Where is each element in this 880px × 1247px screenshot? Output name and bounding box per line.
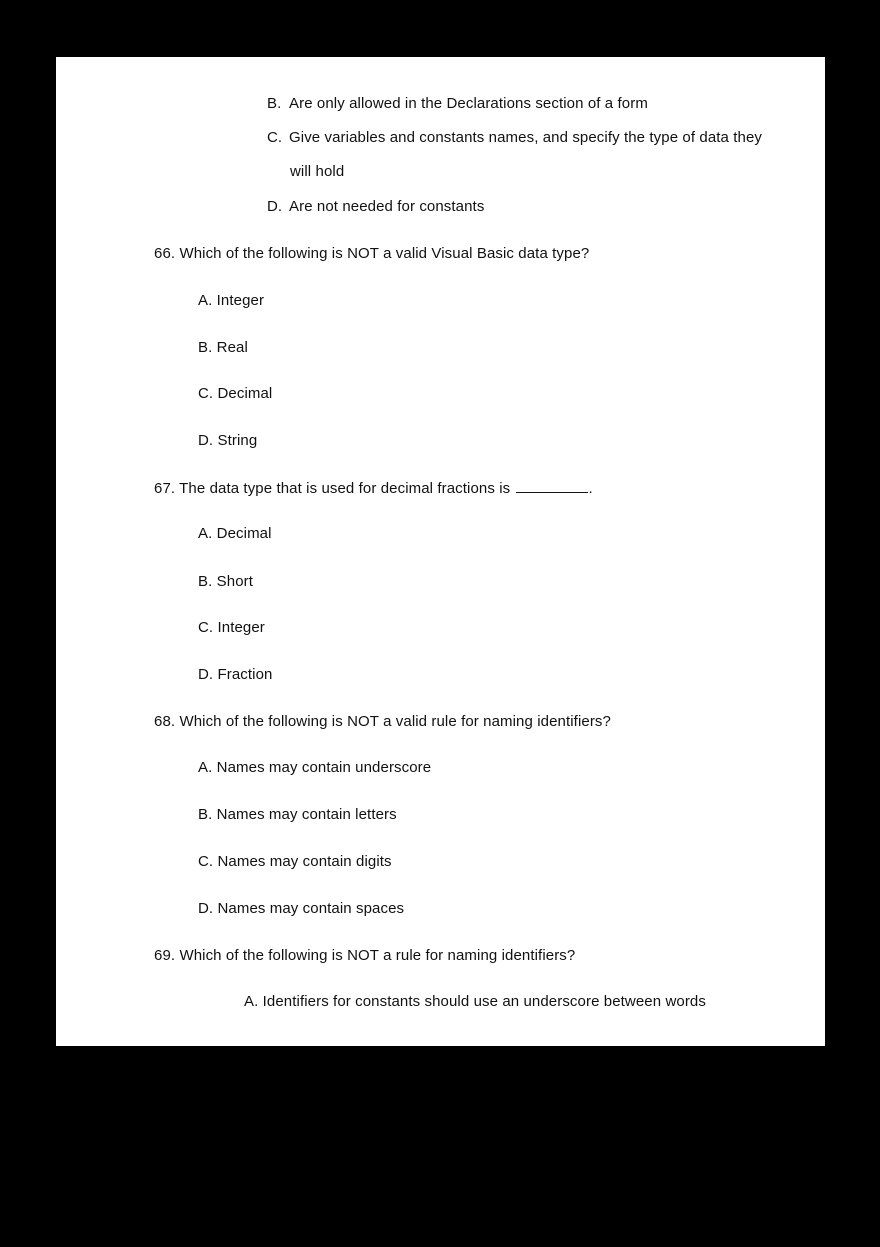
question-text: Which of the following is NOT a rule for naming identifiers? bbox=[179, 947, 576, 964]
scanned-page-sheet bbox=[56, 57, 825, 1046]
page-content bbox=[56, 57, 825, 1046]
question-67-stem bbox=[154, 479, 593, 498]
question-66-stem bbox=[154, 245, 589, 263]
question-68-option-d bbox=[198, 900, 404, 918]
question-69-option-a bbox=[244, 993, 706, 1011]
option-text: Names may contain digits bbox=[217, 853, 392, 870]
option-text: Decimal bbox=[216, 525, 272, 542]
question-number: 67. bbox=[154, 479, 176, 497]
option-letter: C. bbox=[267, 129, 283, 146]
option-letter: B. bbox=[267, 95, 282, 112]
question-66-option-d bbox=[198, 432, 257, 450]
question-68-option-c bbox=[198, 853, 392, 871]
option-text: Decimal bbox=[217, 385, 273, 402]
question-66-option-b bbox=[198, 339, 248, 357]
question-67-option-c bbox=[198, 619, 265, 637]
option-text: Short bbox=[216, 573, 254, 590]
question-text: Which of the following is NOT a valid rule for naming identifiers? bbox=[179, 713, 611, 730]
option-letter: A. bbox=[198, 759, 213, 776]
question-68-option-a bbox=[198, 759, 431, 777]
option-text-continuation: will hold bbox=[290, 163, 345, 180]
question-number: 68. bbox=[154, 713, 176, 730]
option-letter: A. bbox=[244, 993, 259, 1010]
fill-in-blank bbox=[516, 479, 588, 493]
option-letter: D. bbox=[198, 432, 214, 449]
option-text: Give variables and constants names, and specify the type of data they bbox=[289, 129, 763, 146]
option-text: Integer bbox=[217, 619, 265, 636]
option-letter: B. bbox=[198, 573, 213, 590]
option-text: Real bbox=[216, 339, 248, 356]
question-67-option-d bbox=[198, 666, 272, 684]
option-text: Names may contain spaces bbox=[217, 900, 405, 917]
option-text: Fraction bbox=[217, 666, 273, 683]
continued-option-d bbox=[267, 198, 484, 216]
option-letter: D. bbox=[198, 900, 214, 917]
question-67-option-b bbox=[198, 573, 253, 591]
continued-option-c-wrap bbox=[290, 163, 344, 181]
question-text: Which of the following is NOT a valid Visual Basic data type? bbox=[179, 245, 590, 262]
question-text: The data type that is used for decimal fractions is bbox=[179, 479, 511, 497]
option-text: Integer bbox=[216, 292, 265, 309]
option-letter: B. bbox=[198, 806, 213, 823]
option-letter: C. bbox=[198, 619, 214, 636]
option-letter: B. bbox=[198, 339, 213, 356]
option-text: Are only allowed in the Declarations section of a form bbox=[289, 95, 648, 112]
option-letter: D. bbox=[198, 666, 214, 683]
question-68-stem bbox=[154, 713, 611, 731]
option-text: Names may contain letters bbox=[216, 806, 397, 823]
question-66-option-c bbox=[198, 385, 272, 403]
option-letter: C. bbox=[198, 385, 214, 402]
question-69-stem bbox=[154, 947, 575, 965]
question-68-option-b bbox=[198, 806, 397, 824]
question-66-option-a bbox=[198, 292, 264, 310]
option-text: Names may contain underscore bbox=[216, 759, 432, 776]
continued-option-b bbox=[267, 95, 648, 113]
option-letter: C. bbox=[198, 853, 214, 870]
question-number: 66. bbox=[154, 245, 176, 262]
continued-option-c bbox=[267, 129, 762, 147]
question-number: 69. bbox=[154, 947, 176, 964]
option-letter: A. bbox=[198, 292, 213, 309]
option-text: Are not needed for constants bbox=[289, 198, 485, 215]
option-letter: A. bbox=[198, 525, 213, 542]
option-letter: D. bbox=[267, 198, 283, 215]
question-text-tail: . bbox=[588, 479, 593, 497]
question-67-option-a bbox=[198, 525, 272, 543]
option-text: String bbox=[217, 432, 258, 449]
option-text: Identifiers for constants should use an underscore between words bbox=[262, 993, 706, 1010]
